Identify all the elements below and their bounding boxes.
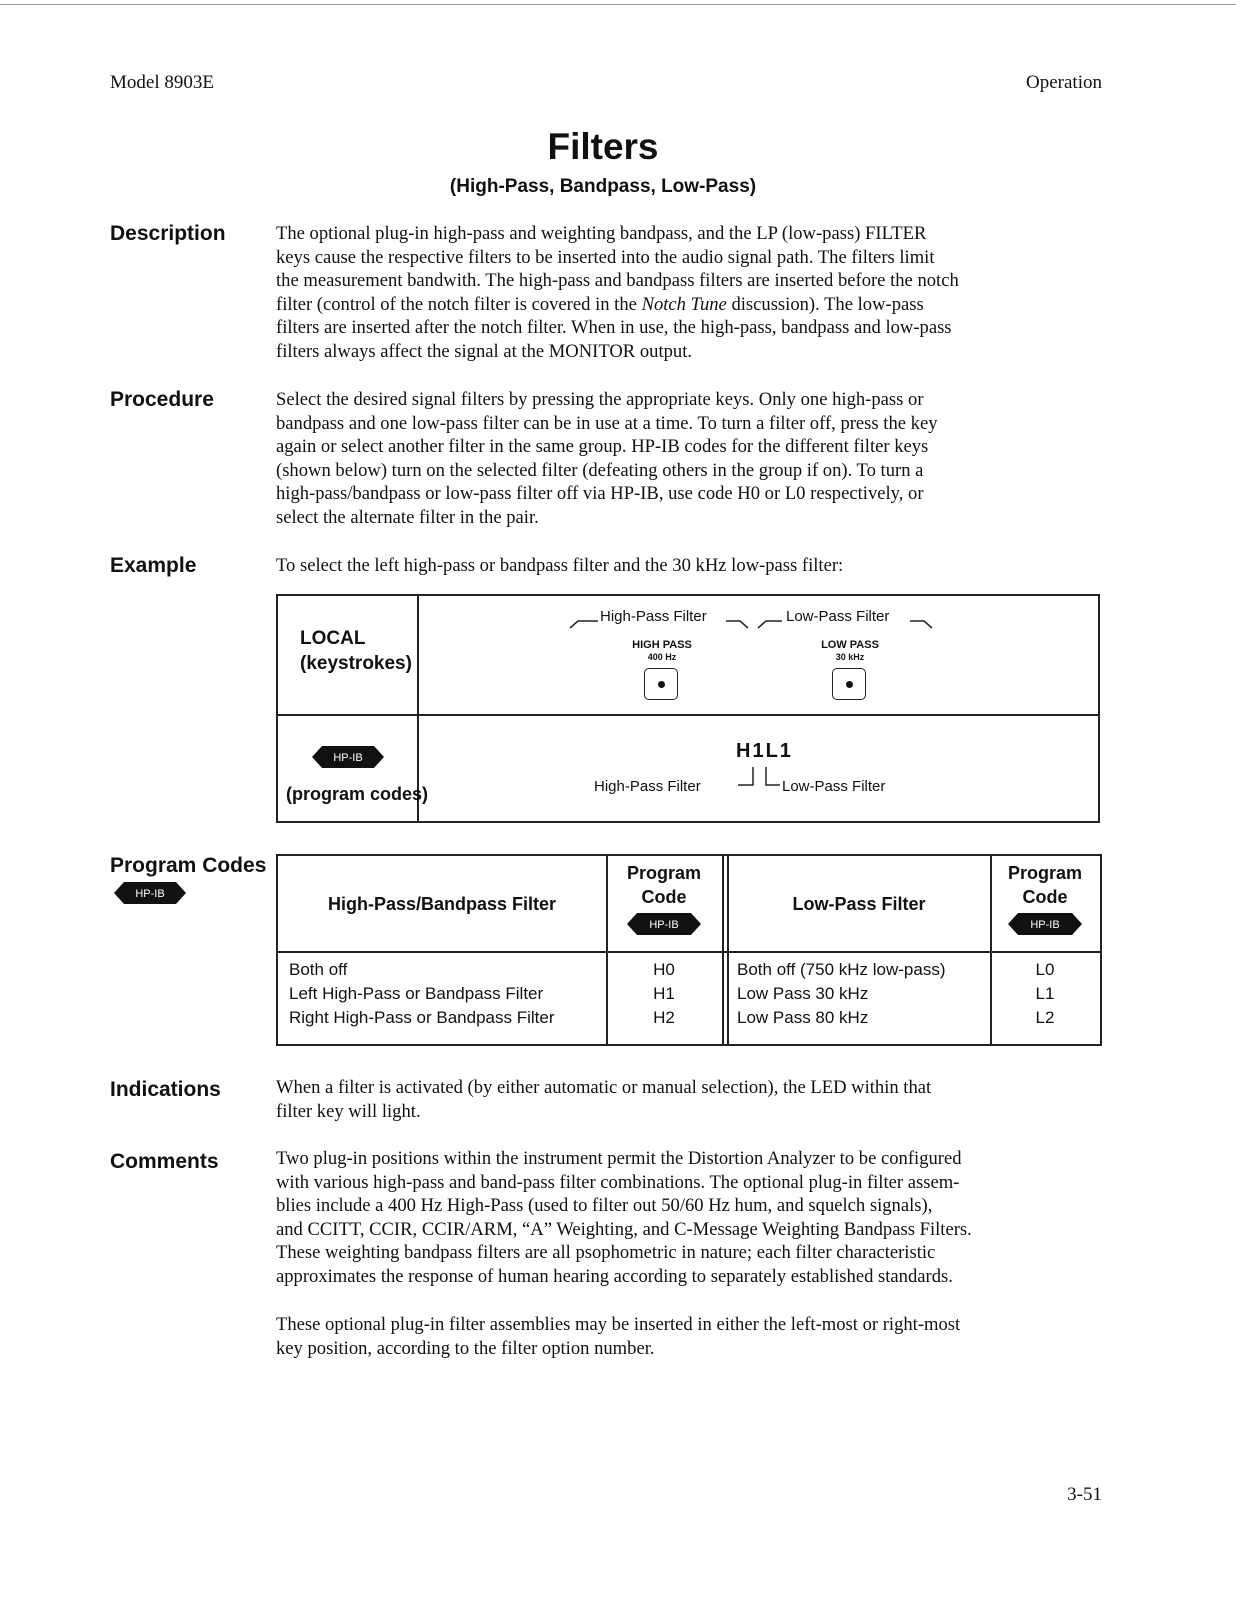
comments-line: with various high-pass and band-pass filter combinations. The optional plug-in filter assem- [276, 1171, 960, 1193]
page-subtitle: (High-Pass, Bandpass, Low-Pass) [449, 176, 757, 197]
description-line: filters are inserted after the notch filter. When in use, the high-pass, bandpass and low-pass [276, 317, 952, 338]
table-cell: L1 [1035, 984, 1055, 1003]
local-label: LOCAL [300, 628, 366, 649]
hp-ib-badge-icon [627, 911, 701, 937]
comments-line: Two plug-in positions within the instrument permit the Distortion Analyzer to be configured [276, 1148, 962, 1169]
keystrokes-label: (keystrokes) [300, 653, 412, 674]
table-divider [727, 856, 729, 1044]
comments-label: Comments [110, 1150, 219, 1173]
indications-label: Indications [110, 1078, 221, 1101]
procedure-text [276, 388, 1102, 529]
procedure-line: again or select another filter in the same group. HP-IB codes for the different filter keys [276, 436, 929, 457]
description-line: the measurement bandwith. The high-pass and bandpass filters are inserted before the notch [276, 270, 959, 291]
table-cell: Both off [289, 960, 348, 979]
svg-text:HP-IB: HP-IB [649, 919, 679, 931]
svg-text:HP-IB: HP-IB [1030, 919, 1060, 931]
table-cell: H1 [653, 984, 675, 1003]
comments-line: and CCITT, CCIR, CCIR/ARM, “A” Weighting, and C-Message Weighting Bandpass Filters. [276, 1218, 972, 1240]
indications-line: filter key will light. [276, 1100, 421, 1122]
table-cell: Right High-Pass or Bandpass Filter [289, 1008, 555, 1027]
header-section: Operation [1026, 72, 1102, 93]
table-cell: Left High-Pass or Bandpass Filter [289, 984, 544, 1003]
procedure-line: select the alternate filter in the pair. [276, 506, 539, 528]
program-codes-table [276, 854, 1102, 1046]
indications-text [276, 1076, 1102, 1123]
led-indicator-icon [846, 681, 853, 688]
code-header-line: Code [641, 887, 687, 907]
description-line: filter (control of the notch filter is covered in the Notch Tune discussion). The low-pass [276, 293, 924, 315]
program-header-line: Program [626, 863, 702, 883]
table-cell: L0 [1035, 960, 1055, 979]
top-rule [0, 4, 1236, 5]
local-keystrokes-label [300, 626, 412, 676]
hp-ib-badge-icon [114, 880, 186, 906]
procedure-line: high-pass/bandpass or low-pass filter off via HP-IB, use code H0 or L0 respectively, or [276, 483, 924, 504]
code-low-pass-label: Low-Pass Filter [782, 778, 886, 795]
lp-code-column-header [990, 861, 1100, 909]
hp-filter-column-header: High-Pass/Bandpass Filter [327, 894, 557, 914]
example-text: To select the left high-pass or bandpass filter and the 30 kHz low-pass filter: [276, 555, 844, 576]
comments-line: These weighting bandpass filters are all psophometric in nature; each filter characteristic [276, 1242, 936, 1263]
comments-line: key position, according to the filter option number. [276, 1337, 655, 1359]
program-code-string: H1L1 [736, 740, 793, 762]
high-pass-key-subtitle: 400 Hz [647, 652, 677, 662]
page-number: 3-51 [1067, 1484, 1102, 1505]
high-pass-key-title: HIGH PASS [632, 639, 692, 651]
hp-ib-badge-icon [312, 744, 384, 770]
table-cell: Low Pass 80 kHz [737, 1008, 869, 1027]
table-cell: Low Pass 30 kHz [737, 984, 869, 1003]
table-divider [278, 951, 1100, 953]
comments-line: approximates the response of human hearing according to separately established standards. [276, 1265, 953, 1287]
led-indicator-icon [658, 681, 665, 688]
hp-ib-badge-icon [1008, 911, 1082, 937]
example-label: Example [110, 554, 197, 577]
description-line: The optional plug-in high-pass and weighting bandpass, and the LP (low-pass) FILTER [276, 223, 927, 244]
example-divider [278, 714, 1098, 716]
comments-line: blies include a 400 Hz High-Pass (used to filter out 50/60 Hz hum, and squelch signals), [276, 1195, 933, 1216]
low-pass-key-title: LOW PASS [821, 639, 879, 651]
high-pass-400hz-key[interactable] [644, 668, 678, 700]
description-line: filters always affect the signal at the MONITOR output. [276, 340, 693, 362]
description-text [276, 222, 1102, 363]
low-pass-30khz-key[interactable] [832, 668, 866, 700]
svg-text:HP-IB: HP-IB [135, 888, 165, 900]
procedure-line: bandpass and one low-pass filter can be in use at a time. To turn a filter off, press the key [276, 412, 938, 434]
program-codes-section-label: Program Codes [110, 854, 267, 877]
table-cell: Both off (750 kHz low-pass) [737, 960, 946, 979]
table-cell: H0 [653, 960, 675, 979]
comments-line: These optional plug-in filter assemblies may be inserted in either the left-most or right-most [276, 1314, 961, 1335]
procedure-line: Select the desired signal filters by pressing the appropriate keys. Only one high-pass or [276, 389, 924, 410]
low-pass-key-subtitle: 30 kHz [835, 652, 865, 662]
table-divider [722, 856, 724, 1044]
code-high-pass-label: High-Pass Filter [594, 778, 701, 795]
comments-paragraph-1 [276, 1147, 1102, 1288]
high-pass-group-label: High-Pass Filter [600, 608, 707, 625]
comments-paragraph-2 [276, 1313, 1102, 1360]
program-codes-label: (program codes) [286, 784, 429, 804]
procedure-line: (shown below) turn on the selected filter (defeating others in the group if on). To turn a [276, 459, 924, 481]
svg-text:HP-IB: HP-IB [333, 752, 363, 764]
low-pass-group-label: Low-Pass Filter [786, 608, 890, 625]
hp-code-column-header [606, 861, 722, 909]
indications-line: When a filter is activated (by either automatic or manual selection), the LED within that [276, 1077, 932, 1098]
lp-filter-column-header: Low-Pass Filter [792, 894, 926, 914]
description-label: Description [110, 222, 226, 245]
example-box [276, 594, 1100, 823]
code-header-line: Code [1022, 887, 1068, 907]
header-model: Model 8903E [110, 72, 214, 93]
program-header-line: Program [1007, 863, 1083, 883]
table-cell: H2 [653, 1008, 675, 1027]
description-line: keys cause the respective filters to be inserted into the audio signal path. The filters limit [276, 246, 935, 268]
procedure-label: Procedure [110, 388, 214, 411]
table-cell: L2 [1035, 1008, 1055, 1027]
page-title: Filters [547, 126, 659, 167]
